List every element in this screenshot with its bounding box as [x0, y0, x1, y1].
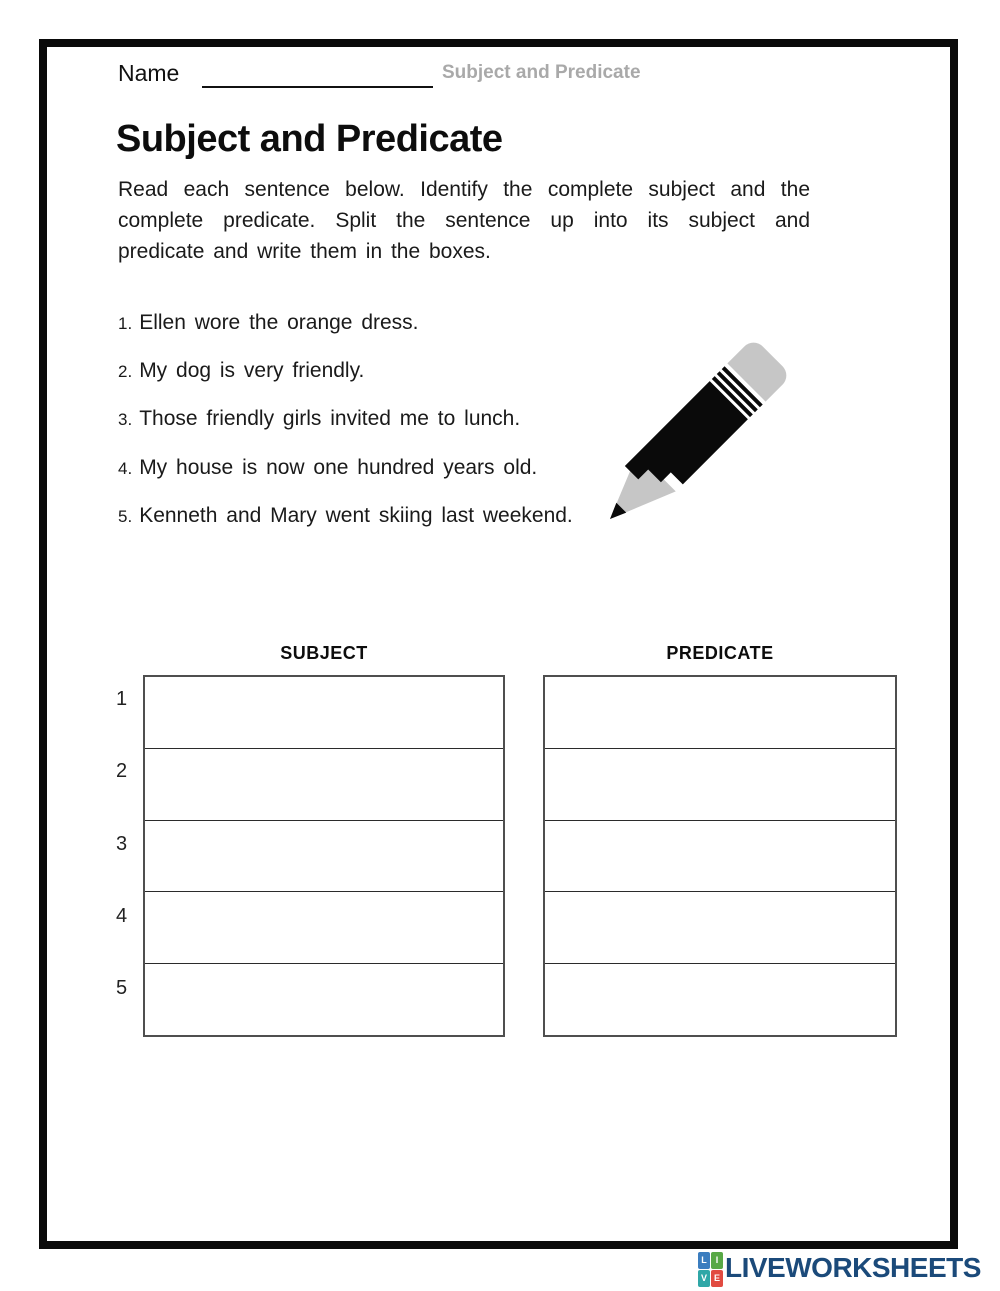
predicate-answer-cell-3[interactable] [545, 820, 895, 892]
subject-answer-table [143, 675, 505, 1037]
sentence-item-2 [118, 359, 364, 387]
instructions-line: complete predicate. Split the sentence up into its subject and [118, 209, 810, 232]
sentence-item-3 [118, 407, 520, 435]
logo-tile-letter: E [713, 1273, 720, 1283]
sentence-text: Those friendly girls invited me to lunch. [139, 407, 521, 430]
predicate-answer-cell-2[interactable] [545, 748, 895, 820]
name-fill-in-line[interactable] [202, 66, 433, 88]
pencil-illustration [600, 336, 800, 536]
predicate-column-header: PREDICATE [666, 643, 774, 663]
sentence-number: 2. [118, 362, 133, 381]
row-number-4: 4 [116, 905, 128, 927]
predicate-answer-cell-1[interactable] [545, 677, 895, 748]
brand-name: LIVEWORKSHEETS [725, 1252, 981, 1283]
predicate-answer-cell-4[interactable] [545, 891, 895, 963]
logo-tile-l [698, 1252, 710, 1269]
sentence-text: Kenneth and Mary went skiing last weekend. [139, 504, 573, 527]
sentence-item-4 [118, 456, 537, 484]
instructions-line: Read each sentence below. Identify the complete subject and the [118, 178, 810, 201]
subject-answer-cell-4[interactable] [145, 891, 503, 963]
sentence-text: My dog is very friendly. [139, 359, 365, 382]
sentence-item-5 [118, 504, 573, 532]
sentence-number: 5. [118, 507, 133, 526]
logo-tile-letter: L [701, 1255, 707, 1265]
liveworksheets-logo-icon [698, 1252, 723, 1287]
instructions-line: predicate and write them in the boxes. [118, 240, 491, 263]
subject-answer-cell-2[interactable] [145, 748, 503, 820]
pencil-icon [600, 336, 800, 536]
instructions-paragraph [118, 174, 810, 267]
subject-answer-cell-3[interactable] [145, 820, 503, 892]
row-number-1: 1 [116, 688, 128, 710]
logo-tile-e [711, 1270, 723, 1287]
logo-tile-letter: V [700, 1273, 707, 1283]
row-number-5: 5 [116, 977, 128, 999]
logo-tile-v [698, 1270, 710, 1287]
row-number-3: 3 [116, 833, 128, 855]
sentence-number: 4. [118, 459, 133, 478]
subject-column-header: SUBJECT [280, 643, 368, 663]
sentence-text: My house is now one hundred years old. [139, 456, 538, 479]
worksheet-corner-title: Subject and Predicate [442, 62, 641, 83]
subject-answer-cell-1[interactable] [145, 677, 503, 748]
page-title: Subject and Predicate [116, 118, 503, 160]
logo-tile-letter: I [715, 1255, 719, 1265]
row-number-2: 2 [116, 760, 128, 782]
predicate-answer-cell-5[interactable] [545, 963, 895, 1035]
liveworksheets-logo[interactable] [698, 1251, 981, 1289]
predicate-answer-table [543, 675, 897, 1037]
logo-tile-i [711, 1252, 723, 1269]
name-label: Name [118, 60, 180, 86]
sentence-number: 3. [118, 410, 133, 429]
sentence-item-1 [118, 311, 419, 339]
sentence-number: 1. [118, 314, 133, 333]
sentence-text: Ellen wore the orange dress. [139, 311, 419, 334]
subject-answer-cell-5[interactable] [145, 963, 503, 1035]
